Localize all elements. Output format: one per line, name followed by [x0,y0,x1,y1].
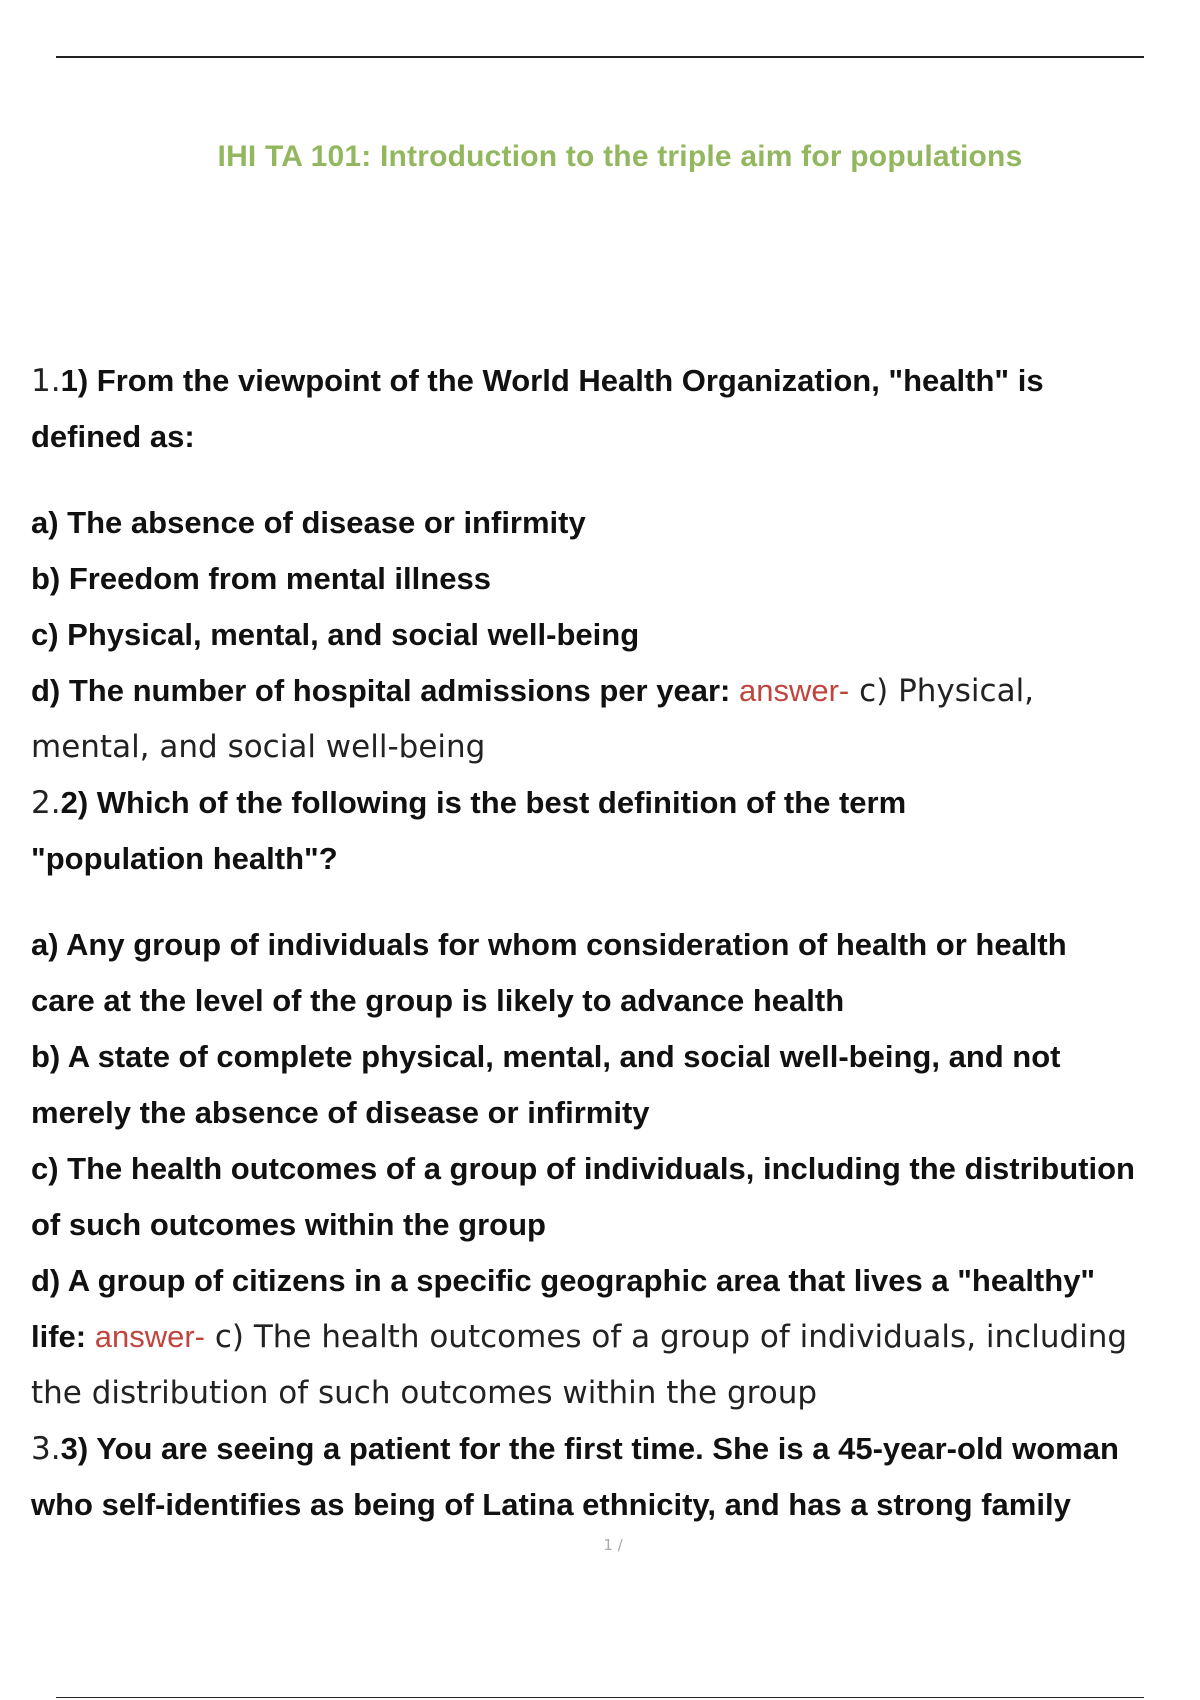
question-text: 1) From the viewpoint of the World Health Organization, "health" is [60,363,1044,398]
question-list [31,353,1191,1533]
document-title: IHI TA 101: Introduction to the triple aim for populations [217,140,1023,173]
question-2-option-a-line-2: care at the level of the group is likely to advance health [31,983,845,1018]
question-2-option-a-line-1: a) Any group of individuals for whom consideration of health or health [31,927,1067,962]
question-2-option-b-line-2: merely the absence of disease or infirmity [31,1095,650,1130]
question-number: 2. [31,785,61,821]
question-2-stem-line-1 [31,775,1191,831]
question-2-option-d-line-1: d) A group of citizens in a specific geographic area that lives a "healthy" [31,1263,1096,1298]
answer-label: answer- [738,673,850,708]
question-2-option-b-line-1: b) A state of complete physical, mental, and social well-being, and not [31,1039,1061,1074]
page-number: 1 / [603,1536,623,1554]
question-1-option-d [31,663,1191,719]
question-text: 2) Which of the following is the best definition of the term [60,785,907,820]
question-2-option-c-line-1: c) The health outcomes of a group of individuals, including the distribution [31,1151,1135,1186]
question-number: 1. [31,363,61,399]
question-3-stem-line-2: who self-identifies as being of Latina ethnicity, and has a strong family [31,1487,1071,1522]
answer-text: c) The health outcomes of a group of individuals, including [205,1319,1128,1355]
question-1-option-c: c) Physical, mental, and social well-being [31,617,640,652]
answer-label: answer- [94,1319,205,1354]
question-1-option-b: b) Freedom from mental illness [31,561,491,596]
option-text: life: [31,1319,95,1354]
spacer [31,465,1191,495]
question-2-answer-continuation: the distribution of such outcomes within the group [31,1375,818,1411]
question-1-option-a: a) The absence of disease or infirmity [31,505,586,540]
answer-text: c) Physical, [849,673,1035,709]
spacer [31,887,1191,917]
option-text: d) The number of hospital admissions per year: [31,673,739,708]
question-1-answer-continuation: mental, and social well-being [31,729,486,765]
question-text: 3) You are seeing a patient for the first time. She is a 45-year-old woman [60,1431,1119,1466]
question-1-stem-line-2: defined as: [31,419,195,454]
question-3-stem-line-1 [31,1421,1191,1477]
top-rule [56,56,1144,58]
question-2-stem-line-2: "population health"? [31,841,338,876]
question-1-stem-line-1 [31,353,1191,409]
question-number: 3. [31,1431,61,1467]
bottom-rule [56,1697,1144,1698]
question-2-option-c-line-2: of such outcomes within the group [31,1207,546,1242]
question-2-option-d-line-2 [31,1309,1191,1365]
